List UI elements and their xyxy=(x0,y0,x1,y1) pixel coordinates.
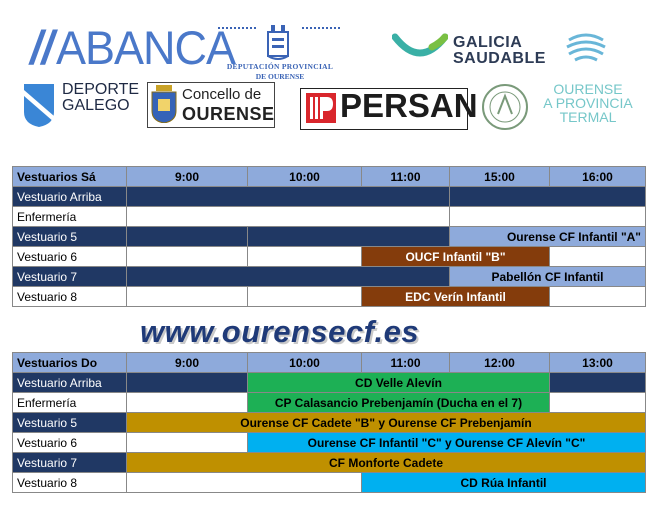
diputacion-name-line1: DEPUTACIÓN PROVINCIAL xyxy=(226,62,334,71)
empty-slot xyxy=(248,287,362,307)
empty-slot xyxy=(127,207,450,227)
header-cell: Vestuarios Do xyxy=(13,353,127,373)
booking-cell: Ourense CF Cadete "B" y Ourense CF Prebenjamín xyxy=(127,413,646,433)
table-header-row xyxy=(13,167,646,187)
empty-slot xyxy=(248,247,362,267)
empty-slot xyxy=(450,207,646,227)
deporte-galego-shield-icon xyxy=(22,82,56,128)
table-header-row xyxy=(13,353,646,373)
abanca-logo-slashes: // xyxy=(30,20,54,75)
empty-slot xyxy=(127,373,248,393)
website-link[interactable]: www.ourensecf.es xyxy=(140,314,420,349)
row-label: Vestuario 8 xyxy=(13,287,127,307)
empty-slot xyxy=(127,473,362,493)
galicia-saudable-line1: GALICIA xyxy=(453,34,523,51)
empty-slot xyxy=(127,247,248,267)
empty-slot xyxy=(550,393,646,413)
table-row xyxy=(13,247,646,267)
empty-slot xyxy=(550,373,646,393)
termal-seal-icon xyxy=(476,82,534,132)
row-label: Vestuario 6 xyxy=(13,247,127,267)
table-row xyxy=(13,433,646,453)
time-header: 15:00 xyxy=(450,167,550,187)
empty-slot xyxy=(450,187,646,207)
deporte-galego-line1: DEPORTE xyxy=(62,81,140,98)
persan-logo-text: PERSAN xyxy=(340,87,478,124)
galicia-saudable-swoosh-icon xyxy=(392,33,448,59)
galicia-saudable-logo xyxy=(453,35,546,67)
saturday-schedule-table xyxy=(12,166,646,307)
termal-logo xyxy=(540,82,636,124)
diputacion-name-line2: DE OURENSE xyxy=(255,72,305,81)
empty-slot xyxy=(550,247,646,267)
row-label: Vestuario 6 xyxy=(13,433,127,453)
table-row xyxy=(13,207,646,227)
booking-cell: EDC Verín Infantil xyxy=(362,287,550,307)
booking-cell: Ourense CF Infantil "A" xyxy=(450,227,646,247)
table-row xyxy=(13,453,646,473)
booking-cell: Ourense CF Infantil "C" y Ourense CF Alevín "C" xyxy=(248,433,646,453)
concello-coat-of-arms-icon xyxy=(150,85,178,123)
time-header: 13:00 xyxy=(550,353,646,373)
empty-slot xyxy=(127,287,248,307)
deporte-galego-line2: GALEGO xyxy=(62,97,130,114)
table-row xyxy=(13,227,646,247)
abanca-logo-text: ABANCA xyxy=(56,20,236,75)
row-label: Vestuario 7 xyxy=(13,267,127,287)
empty-slot xyxy=(248,227,450,247)
sunday-schedule-table xyxy=(12,352,646,493)
termal-line2: A PROVINCIA xyxy=(543,95,633,111)
termal-line3: TERMAL xyxy=(559,109,617,125)
empty-slot xyxy=(127,393,248,413)
table-row xyxy=(13,413,646,433)
row-label: Vestuario 8 xyxy=(13,473,127,493)
time-header: 12:00 xyxy=(450,353,550,373)
concello-line1: Concello de xyxy=(182,86,262,103)
table-row xyxy=(13,373,646,393)
row-label: Enfermería xyxy=(13,207,127,227)
table-row xyxy=(13,267,646,287)
time-header: 9:00 xyxy=(127,167,248,187)
empty-slot xyxy=(127,187,450,207)
table-row xyxy=(13,287,646,307)
row-label: Enfermería xyxy=(13,393,127,413)
persan-p-icon xyxy=(306,93,336,123)
row-label: Vestuario 7 xyxy=(13,453,127,473)
time-header: 10:00 xyxy=(248,167,362,187)
diputacion-dots-icon xyxy=(218,26,342,30)
row-label: Vestuario 5 xyxy=(13,227,127,247)
booking-cell: CF Monforte Cadete xyxy=(127,453,646,473)
row-label: Vestuario Arriba xyxy=(13,187,127,207)
booking-cell: CP Calasancio Prebenjamín (Ducha en el 7) xyxy=(248,393,550,413)
table-row xyxy=(13,473,646,493)
booking-cell: CD Velle Alevín xyxy=(248,373,550,393)
row-label: Vestuario 5 xyxy=(13,413,127,433)
wave-emblem-icon xyxy=(565,30,607,64)
time-header: 11:00 xyxy=(362,353,450,373)
row-label: Vestuario Arriba xyxy=(13,373,127,393)
time-header: 10:00 xyxy=(248,353,362,373)
time-header: 11:00 xyxy=(362,167,450,187)
empty-slot xyxy=(550,287,646,307)
termal-line1: OURENSE xyxy=(553,81,623,97)
header-cell: Vestuarios Sá xyxy=(13,167,127,187)
empty-slot xyxy=(127,267,450,287)
empty-slot xyxy=(127,433,248,453)
booking-cell: Pabellón CF Infantil xyxy=(450,267,646,287)
deporte-galego-logo xyxy=(62,82,139,114)
table-row xyxy=(13,393,646,413)
time-header: 9:00 xyxy=(127,353,248,373)
booking-cell: OUCF Infantil "B" xyxy=(362,247,550,267)
galicia-saudable-line2: SAUDABLE xyxy=(453,50,546,67)
concello-line2: OURENSE xyxy=(182,104,275,124)
empty-slot xyxy=(127,227,248,247)
time-header: 16:00 xyxy=(550,167,646,187)
table-row xyxy=(13,187,646,207)
booking-cell: CD Rúa Infantil xyxy=(362,473,646,493)
abanca-logo xyxy=(30,21,235,76)
